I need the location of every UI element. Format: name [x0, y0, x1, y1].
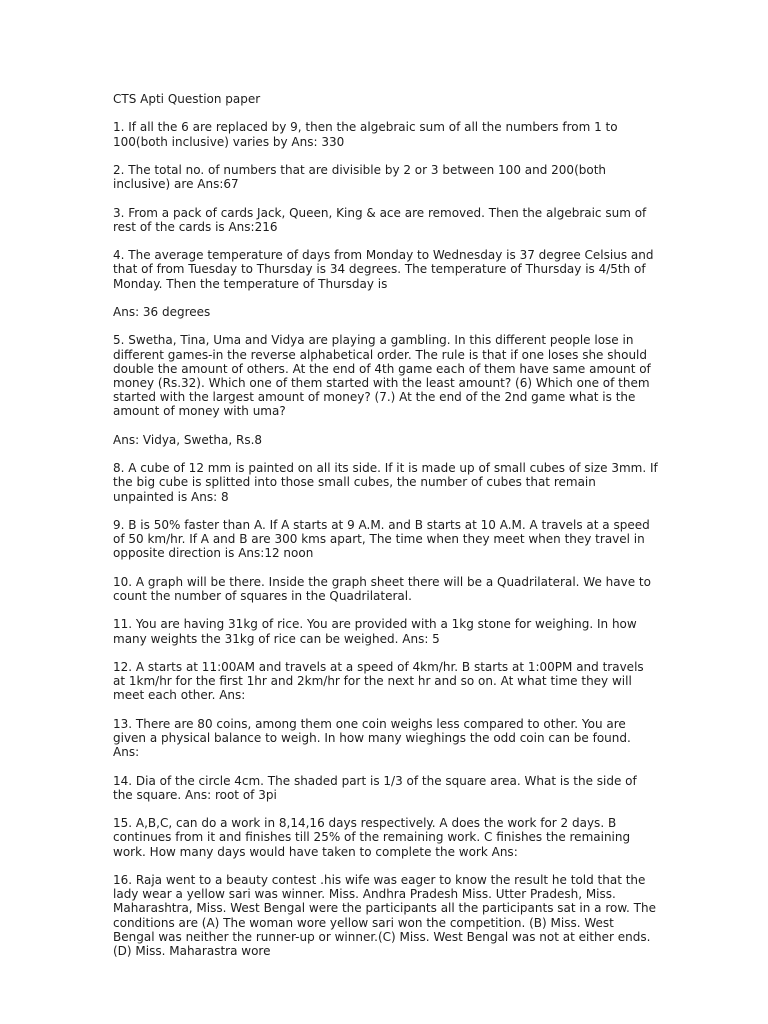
- question-1: 1. If all the 6 are replaced by 9, then the algebraic sum of all the numbers from 1 to 100(both inclusive) varies by Ans: 330: [113, 120, 618, 149]
- question-12: 12. A starts at 11:00AM and travels at a speed of 4km/hr. B starts at 1:00PM and travels at 1km/hr for the first 1hr and 2km/hr for the next hr and so on. At what time they will meet each other. Ans:: [113, 659, 644, 703]
- document-title: CTS Apti Question paper: [113, 92, 261, 106]
- question-2: 2. The total no. of numbers that are divisible by 2 or 3 between 100 and 200(both inclusive) are Ans:67: [113, 162, 607, 192]
- question-11: 11. You are having 31kg of rice. You are provided with a 1kg stone for weighing. In how many weights the 31kg of rice can be weighed. Ans: 5: [113, 617, 637, 646]
- question-10: 10. A graph will be there. Inside the graph sheet there will be a Quadrilateral. We have to count the number of squares in the Quadrilateral.: [113, 574, 651, 603]
- question-13: 13. There are 80 coins, among them one coin weighs less compared to other. You are given a physical balance to weigh. In how many wieghings the odd coin can be found. Ans:: [113, 716, 631, 760]
- answer-4: Ans: 36 degrees: [113, 304, 211, 319]
- question-8: 8. A cube of 12 mm is painted on all its side. If it is made up of small cubes of size 3mm. If the big cube is splitted into those small cubes, the number of cubes that remain unpainted is Ans: 8: [113, 461, 658, 504]
- question-16: 16. Raja went to a beauty contest .his wife was eager to know the result he told that the lady wear a yellow sari was winner. Miss. Andhra Pradesh Miss. Utter Pradesh, Miss. Maharashtra, Miss. West Bengal were the participants all the participants sat in a row. The conditions are (A) The woman wore yellow sari won the competition. (B) Miss. West Bengal was neither the runner-up or winner.(C) Miss. West Bengal was not at either ends.(D) Miss. Maharastra wore: [113, 872, 656, 958]
- question-14: 14. Dia of the circle 4cm. The shaded part is 1/3 of the square area. What is the side of the square. Ans: root of 3pi: [113, 773, 637, 802]
- question-5: 5. Swetha, Tina, Uma and Vidya are playing a gambling. In this different people lose in different games-in the reverse alphabetical order. The rule is that if one loses she should double the amount of others. At the end of 4th game each of them have same amount of money (Rs.32). Which one of them started with the least amount? (6) Which one of them started with the largest amount of money? (7.) At the end of the 2nd game what is the amount of money with uma?: [113, 333, 651, 419]
- question-4: 4. The average temperature of days from Monday to Wednesday is 37 degree Celsius and that of from Tuesday to Thursday is 34 degrees. The temperature of Thursday is 4/5th of Monday. Then the temperature of Thursday is: [113, 248, 654, 291]
- question-15: 15. A,B,C, can do a work in 8,14,16 days respectively. A does the work for 2 days. B continues from it and finishes till 25% of the remaining work. C finishes the remaining work. How many days would have taken to complete the work Ans:: [113, 816, 631, 859]
- document-page: [113, 92, 658, 972]
- answer-5: Ans: Vidya, Swetha, Rs.8: [113, 432, 263, 447]
- question-3: 3. From a pack of cards Jack, Queen, King & ace are removed. Then the algebraic sum of rest of the cards is Ans:216: [113, 205, 647, 234]
- question-9: 9. B is 50% faster than A. If A starts at 9 A.M. and B starts at 10 A.M. A travels at a speed of 50 km/hr. If A and B are 300 kms apart, The time when they meet when they travel in opposite direction is Ans:12 noon: [113, 517, 650, 561]
